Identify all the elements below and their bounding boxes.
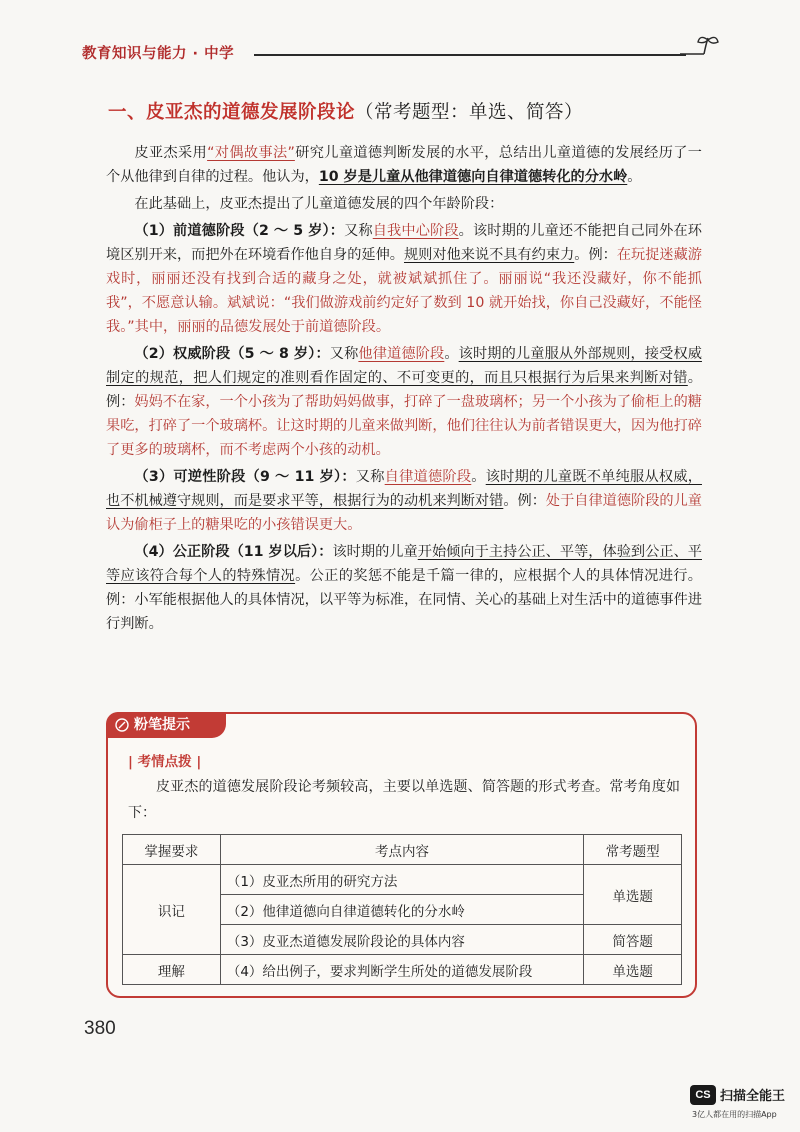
table-cell-content: （1）皮亚杰所用的研究方法 xyxy=(220,865,583,895)
stage-3-example: 处于自律道德阶段的儿童认为偷柜子上的糖果吃的小孩错误更大。 xyxy=(106,493,702,533)
stage-3-desc: 。 xyxy=(471,469,486,485)
header-title: 教育知识与能力 · 中学 xyxy=(82,46,235,62)
stage-4-alias: 开始倾向于主持公正、平等，体验到公正、平等应该符合每个人的特殊情况 xyxy=(106,544,702,584)
intro-paragraph xyxy=(106,141,702,189)
stage-3 xyxy=(106,465,702,537)
table-cell-requirement: 理解 xyxy=(123,955,221,985)
section-title xyxy=(108,98,583,124)
sprout-icon xyxy=(678,32,722,62)
stage-1-alias-prefix: 又称 xyxy=(344,223,373,239)
body-text xyxy=(106,141,702,639)
scanner-tagline: 3亿人都在用的扫描App xyxy=(692,1110,777,1119)
stage-1-title: （1）前道德阶段（2 ～ 5 岁）： xyxy=(134,223,345,239)
stage-4-alias-prefix: 该时期的儿童 xyxy=(332,544,418,560)
intro-method: “对偶故事法” xyxy=(207,145,295,161)
page-number: 380 xyxy=(84,1018,116,1039)
stage-2-key: 该时期的儿童服从外部规则，接受权威制定的规范，把人们规定的准则看作固定的、不可变更的，而且只根据行为后果来判断对错 xyxy=(106,346,702,386)
stage-3-alias: 自律道德阶段 xyxy=(384,469,472,485)
table-cell-content: （3）皮亚杰道德发展阶段论的具体内容 xyxy=(220,925,583,955)
table-header-row xyxy=(123,835,682,865)
table-cell-content: （4）给出例子，要求判断学生所处的道德发展阶段 xyxy=(220,955,583,985)
stage-2-alias: 他律道德阶段 xyxy=(358,346,445,362)
section-title-note: （常考题型：单选、简答） xyxy=(355,102,584,123)
stage-1-example: 在玩捉迷藏游戏时，丽丽还没有找到合适的藏身之处，就被斌斌抓住了。丽丽说“我还没藏好，你不能抓我”，不愿意认输。斌斌说：“我们做游戏前约定好了数到 10 就开始找，你自己没藏好，不能怪我。”其中，丽丽的品德发展处于前道德阶段。 xyxy=(106,247,702,335)
stage-2-title: （2）权威阶段（5 ～ 8 岁）： xyxy=(134,346,330,362)
stage-4-example: 小军能根据他人的具体情况，以平等为标准，在同情、关心的基础上对生活中的道德事件进行判断。 xyxy=(106,592,702,632)
tip-box xyxy=(106,712,697,998)
intro-paragraph-2: 在此基础上，皮亚杰提出了儿童道德发展的四个年龄阶段： xyxy=(134,196,504,212)
table-row xyxy=(123,865,682,895)
table-header-content: 考点内容 xyxy=(220,835,583,865)
table-header-requirement: 掌握要求 xyxy=(123,835,221,865)
table-cell-requirement: 识记 xyxy=(123,865,221,955)
stage-2 xyxy=(106,342,702,462)
scanner-watermark xyxy=(690,1082,798,1128)
stage-1-example-label: 。例： xyxy=(574,247,617,263)
intro-watershed: 10 岁是儿童从他律道德向自律道德转化的分水岭 xyxy=(318,169,628,185)
table-cell-type: 简答题 xyxy=(584,925,682,955)
intro-text-a: 皮亚杰采用 xyxy=(134,145,208,161)
stage-1-key: 规则对他来说不具有约束力 xyxy=(403,247,575,263)
stage-3-alias-prefix: 又称 xyxy=(355,469,385,485)
stage-4-desc: 。公正的奖惩不能是千篇一律的，应根据个人的具体情况进行。例： xyxy=(106,568,702,608)
tip-paragraph: 皮亚杰的道德发展阶段论考频较高，主要以单选题、简答题的形式考查。常考角度如下： xyxy=(128,779,680,821)
stage-2-example: 妈妈不在家，一个小孩为了帮助妈妈做事，打碎了一盘玻璃杯；另一个小孩为了偷柜上的糖果吃，打碎了一个玻璃杯。让这时期的儿童来做判断，他们往往认为前者错误更大，因为他打碎了更多的玻璃杯，而不考虑两个小孩的动机。 xyxy=(106,394,702,458)
intro-text-c: 。 xyxy=(627,169,642,185)
table-row xyxy=(123,955,682,985)
intro-text-b: 研究儿童道德判断发展的水平，总结出儿童道德的发展经历了一个从他律到自律的过程。他认为， xyxy=(106,145,702,185)
stage-3-key: 该时期的儿童既不单纯服从权威，也不机械遵守规则，而是要求平等，根据行为的动机来判断对错 xyxy=(106,469,702,509)
table-cell-type: 单选题 xyxy=(584,865,682,925)
pen-badge-icon xyxy=(115,718,129,732)
table-cell-content: （2）他律道德向自律道德转化的分水岭 xyxy=(220,895,583,925)
tip-tab-label: 粉笔提示 xyxy=(134,717,190,733)
stage-3-title: （3）可逆性阶段（9 ～ 11 岁）： xyxy=(134,469,356,485)
section-title-main: 一、皮亚杰的道德发展阶段论 xyxy=(108,102,356,123)
stage-1 xyxy=(106,219,702,339)
stage-2-example-label: 。例： xyxy=(106,370,702,410)
stage-1-alias: 自我中心阶段 xyxy=(372,223,459,239)
tip-subtitle: | 考情点拨 | xyxy=(128,754,202,770)
table-cell-type: 单选题 xyxy=(584,955,682,985)
table-header-type: 常考题型 xyxy=(584,835,682,865)
stage-4 xyxy=(106,540,702,636)
exam-points-table xyxy=(122,834,682,985)
stage-2-alias-prefix: 又称 xyxy=(329,346,359,362)
stage-2-desc: 。 xyxy=(444,346,459,362)
stage-3-example-label: 。例： xyxy=(503,493,546,509)
tip-tab xyxy=(106,712,226,738)
running-header xyxy=(82,38,722,68)
scanner-logo-icon: CS xyxy=(690,1085,716,1105)
stage-1-desc: 。该时期的儿童还不能把自己同外在环境区别开来，而把外在环境看作他自身的延伸。 xyxy=(106,223,702,263)
scanner-name: 扫描全能王 xyxy=(720,1089,786,1104)
stage-4-title: （4）公正阶段（11 岁以后）： xyxy=(134,544,333,560)
header-rule xyxy=(254,54,686,56)
